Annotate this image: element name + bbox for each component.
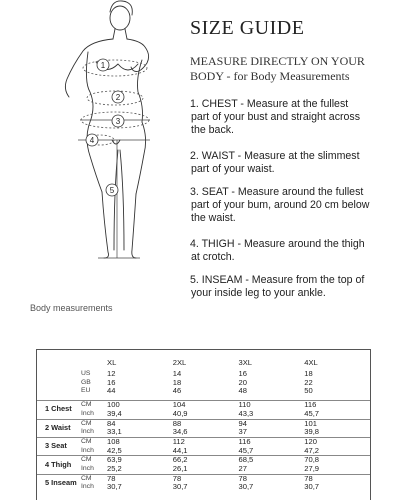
table-cell: 18	[304, 369, 313, 378]
page-title: SIZE GUIDE	[190, 17, 305, 39]
table-cell: 43,3	[238, 408, 254, 418]
table-row	[37, 437, 370, 446]
table-cell: 44	[107, 386, 116, 396]
step-chest	[190, 98, 402, 150]
unit-label: Inch	[81, 446, 94, 454]
table-cell: 37	[238, 427, 247, 437]
figure-marker-5: 5	[109, 186, 115, 195]
table-cell: 78	[173, 474, 239, 483]
table-cell: 25,2	[107, 464, 122, 474]
table-cell: 88	[173, 419, 239, 428]
table-cell: 27	[238, 464, 247, 474]
region-code: GB	[81, 378, 91, 386]
size-header: XL	[107, 358, 117, 368]
unit-label: CM	[81, 474, 107, 483]
step-text: the back.	[191, 124, 234, 136]
figure-marker-1: 1	[100, 61, 106, 70]
step-text: at crotch.	[191, 251, 235, 263]
unit-label: CM	[81, 419, 107, 428]
table-cell: 78	[304, 474, 370, 483]
unit-label: CM	[81, 456, 107, 465]
table-cell: 108	[107, 437, 173, 446]
step-text: 2. WAIST - Measure at the slimmest	[190, 150, 360, 162]
table-cell: 116	[239, 437, 305, 446]
table-cell: 116	[304, 401, 370, 410]
table-cell: 39,4	[107, 408, 122, 418]
step-text: 3. SEAT - Measure around the fullest	[190, 186, 364, 198]
table-cell: 94	[239, 419, 305, 428]
table-row	[37, 483, 370, 492]
figure-marker-2: 2	[115, 93, 121, 102]
step-waist	[190, 150, 402, 186]
measurement-label: 2 Waist	[37, 419, 81, 437]
table-cell: 30,7	[238, 482, 254, 492]
table-cell: 110	[239, 401, 305, 410]
region-code: EU	[81, 387, 91, 395]
table-cell: 45,7	[238, 445, 254, 455]
unit-label: CM	[81, 437, 107, 446]
table-row	[37, 447, 370, 456]
table-cell: 44,1	[172, 445, 188, 455]
step-text: your inside leg to your ankle.	[191, 287, 326, 299]
step-text: 5. INSEAM - Measure from the top of	[190, 274, 365, 286]
table-row	[37, 474, 370, 483]
table-row	[37, 465, 370, 474]
table-cell: 20	[238, 377, 247, 387]
figure-marker-4: 4	[89, 136, 95, 145]
table-cell: 18	[172, 377, 182, 387]
table-row	[37, 410, 370, 419]
table-cell: 120	[304, 437, 370, 446]
figure-marker-3: 3	[115, 117, 121, 126]
step-text: the waist.	[191, 212, 236, 224]
size-header: 3XL	[238, 358, 253, 368]
table-cell: 16	[238, 369, 247, 378]
table-cell: 48	[238, 386, 247, 396]
table-cell: 33,1	[107, 427, 122, 437]
table-row	[37, 419, 370, 428]
table-row	[37, 370, 370, 379]
measurement-label: 4 Thigh	[37, 456, 81, 474]
table-row	[37, 387, 370, 396]
table-cell: 66,2	[173, 456, 239, 465]
size-chart-table	[36, 349, 371, 500]
table-cell: 39,8	[304, 427, 320, 437]
table-cell: 40,9	[172, 408, 188, 418]
table-cell: 78	[239, 474, 305, 483]
body-figure-svg	[0, 0, 180, 300]
table-row	[37, 379, 370, 388]
size-header: 2XL	[172, 358, 187, 368]
table-cell: 104	[173, 401, 239, 410]
table-cell: 30,7	[172, 482, 188, 492]
subtitle-line: MEASURE DIRECTLY ON YOUR	[190, 54, 365, 68]
step-seat	[190, 186, 402, 238]
measurement-label: 1 Chest	[37, 401, 81, 419]
unit-label: Inch	[81, 465, 94, 473]
unit-label: CM	[81, 401, 107, 410]
table-row	[37, 401, 370, 410]
table-cell: 112	[173, 437, 239, 446]
step-inseam	[190, 274, 402, 300]
unit-label: Inch	[81, 409, 94, 417]
table-cell: 27,9	[304, 464, 320, 474]
table-cell: 16	[107, 377, 116, 387]
table-cell: 47,2	[304, 445, 320, 455]
table-cell: 63,9	[107, 456, 173, 465]
table-row	[37, 456, 370, 465]
measurement-label: 3 Seat	[37, 437, 81, 455]
table-cell: 42,5	[107, 445, 122, 455]
table-cell: 78	[107, 474, 173, 483]
size-header-row	[37, 350, 370, 370]
step-text: part of your waist.	[191, 163, 275, 175]
table-cell: 30,7	[107, 482, 122, 492]
step-text: 1. CHEST - Measure at the fullest	[190, 98, 349, 110]
table-cell: 46	[172, 386, 182, 396]
table-cell: 22	[304, 377, 313, 387]
measurement-label: 5 Inseam	[37, 474, 81, 492]
unit-label: Inch	[81, 483, 94, 491]
table-cell: 68,5	[239, 456, 305, 465]
table-cell: 26,1	[172, 464, 188, 474]
table-cell: 45,7	[304, 408, 320, 418]
table-cell: 14	[172, 369, 182, 378]
step-text: part of your bum, around 20 cm below	[191, 199, 370, 211]
table-cell: 12	[107, 369, 116, 378]
unit-label: Inch	[81, 428, 94, 436]
body-figure-illustration	[0, 0, 180, 300]
step-text: part of your bust and straight across	[191, 111, 360, 123]
table-row	[37, 428, 370, 437]
subtitle-line: BODY - for Body Measurements	[190, 69, 350, 83]
table-cell: 30,7	[304, 482, 320, 492]
table-cell: 101	[304, 419, 370, 428]
page-subtitle	[190, 54, 400, 84]
table-cell: 70,8	[304, 456, 370, 465]
table-cell: 34,6	[172, 427, 188, 437]
region-code: US	[81, 370, 91, 377]
step-text: 4. THIGH - Measure around the thigh	[190, 238, 365, 250]
table-cell: 100	[107, 401, 173, 410]
table-cell: 84	[107, 419, 173, 428]
figure-caption: Body measurements	[30, 303, 113, 313]
measurement-steps	[190, 98, 402, 300]
size-header: 4XL	[304, 358, 318, 368]
step-thigh	[190, 238, 402, 274]
table-cell: 50	[304, 386, 313, 396]
